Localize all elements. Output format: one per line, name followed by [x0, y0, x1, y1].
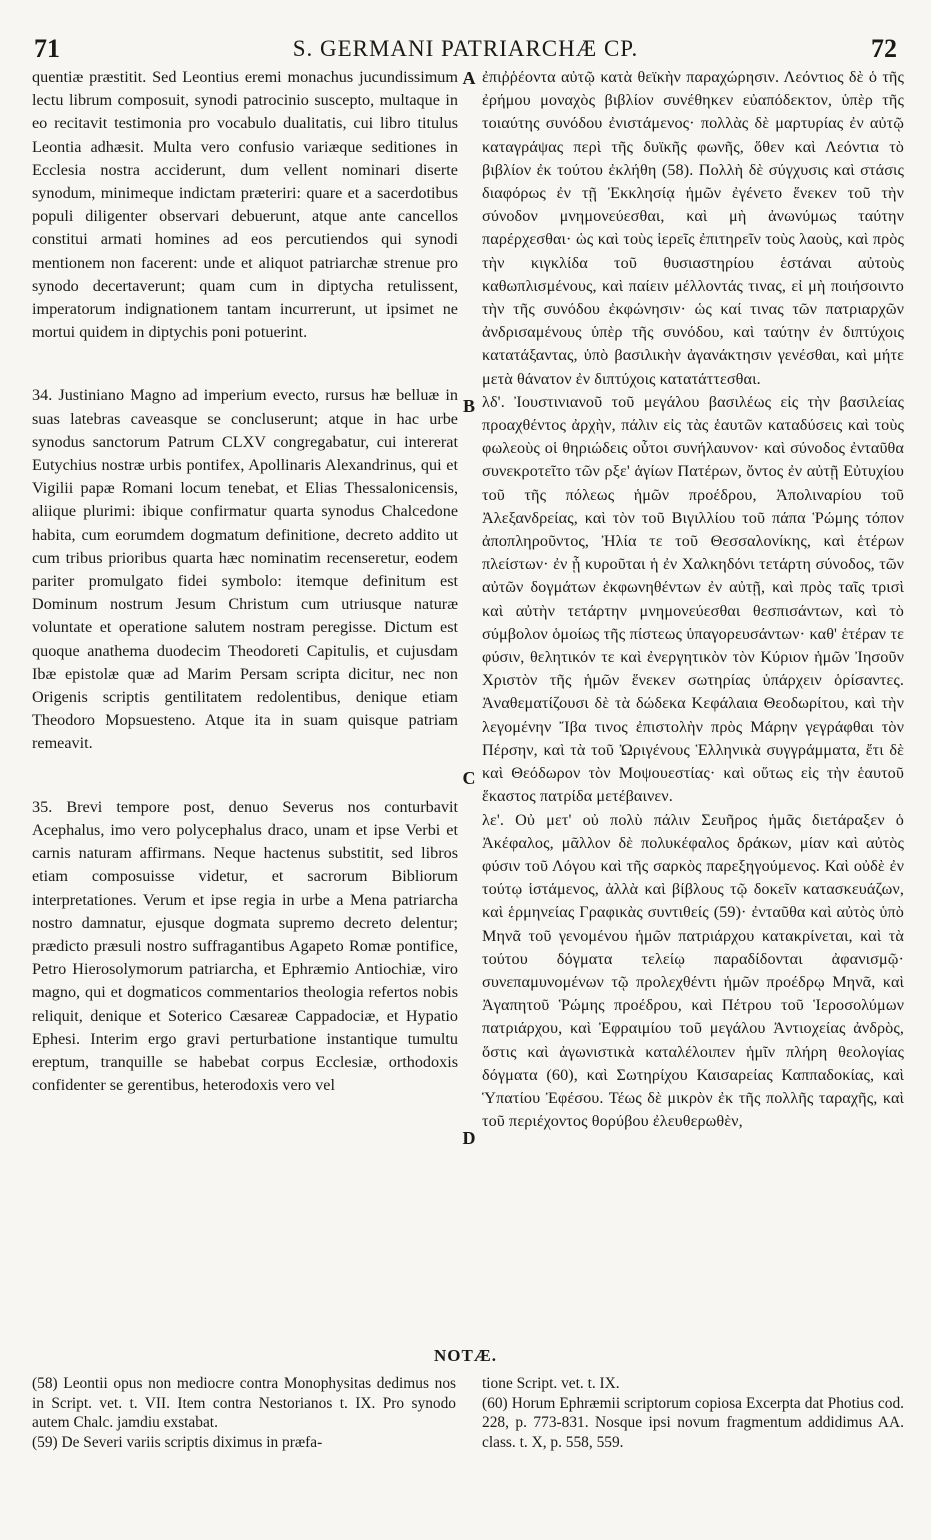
page-header — [30, 34, 901, 66]
latin-column — [32, 66, 458, 1097]
greek-paragraph-34: λδ'. Ἰουστινιανοῦ τοῦ μεγάλου βασιλέως εἰς τὴν βασιλείας προαχθέντος ἀρχὴν, πάλιν εἰς τὰς ἑαυτῶν καταδύσεις καὶ τοὺς φωλεοὺς οἱ θηριώδεις οὗτοι συνήλαυνον· καὶ σύνοδος ἐνταῦθα συνεκροτεῖτο τῶν ρξε' ἁγίων Πατέρων, ὄντος ἐν αὐτῇ Εὐτυχίου τοῦ τῆς πόλεως ἡμῶν προέδρου, Ἀπολιναρίου τοῦ Ἀλεξανδρείας, καὶ τὸν τοῦ Βιγιλλίου τοῦ πάπα Ῥώμης τόπον ἀποπληροῦντος, Ἠλία τε τοῦ Θεσσαλονίκης, καὶ ἑτέρων πλείστων· ἐν ᾗ κυροῦται ἡ ἐν Χαλκηδόνι τετάρτη σύνοδος, τῶν αὐτῶν δογμάτων ἐκφωνηθέντων ἐν αὐτῇ, καὶ πρὸς ταῖς τρισὶ καὶ αὐτὴν τετάρτην μνημονεύεσθαι θεσπισάντων, καὶ τὸ σύμβολον ὁμοίως τῆς πίστεως ὑπαγορευσάντων· καθ' ἑτέραν τε φύσιν, θελητικόν τε καὶ ἐνεργητικὸν τὸν Κύριον ἡμῶν Ἰησοῦν Χριστὸν τῆς ἡμῶν ἕνεκεν σωτηρίας ὑπάρχειν ὁρίσαντες. Ἀναθεματίζουσι δὲ τὰ δώδεκα Κεφάλαια Θεοδωρίτου, καὶ τὴν λεγομένην Ἴβα τινος ἐπιστολὴν πρὸς Μάρην γεγράφθαι τὸν Πέρσην, καὶ τὰ τοῦ Ὠριγένους Ἑλληνικὰ συγγράμματα, ἔτι δὲ καὶ Θεόδωρον τὸν Μοψουεστίας· καὶ οὕτως εἰς τὴν ἑαυτοῦ ἕκαστος πατρίδα μετέβαινεν. — [482, 392, 904, 806]
notes-title: NOTÆ. — [433, 1346, 498, 1365]
page-number-right: 72 — [871, 34, 897, 63]
note-58: (58) Leontii opus non mediocre contra Monophysitas dedimus nos in Script. vet. t. VII. Item contra Nestorianos t. IX. Pro synodo autem Chalc. jamdiu exstabat. — [32, 1375, 456, 1432]
note-59-start: (59) De Severi variis scriptis diximus in præfa- — [32, 1433, 323, 1451]
latin-paragraph-35: 35. Brevi tempore post, denuo Severus nos conturbavit Acephalus, imo vero polycephalus draco, unam et ipse Verbi et carnis naturam affirmans. Neque hactenus substitit, sed libros etiam composuisse videtur, et sacrorum Bibliorum interpretationes. Verum et ipse regia in urbe a Mena patriarcha nostro damnatur, ejusque dogmata supremo decreto delentur; prædicto præsuli nostro suffragantibus Agapeto Romæ pontifice, Petro Hierosolymorum patriarcha, et Ephræmio Antiochiæ, viro magno, qui et dogmaticos commentarios theologia refertos nobis reliquit, denique et Soterico Cæsareæ Cappadociæ, et Hypatio Ephesi. Interim ergo gravi perturbatione instantique tumultu ereptum, tranquille se habebat corpus Ecclesiæ, orthodoxis confidenter se gerentibus, heterodoxis vero vel — [32, 797, 458, 1095]
running-title: S. GERMANI PATRIARCHÆ CP. — [292, 36, 639, 61]
margin-letter-c: C — [462, 768, 476, 788]
margin-letter-b: B — [462, 396, 475, 416]
latin-paragraph-1: quentiæ præstitit. Sed Leontius eremi monachus jucundissimum lectu librum composuit, synodi patrocinio suscepto, multaque in eo recitavit testimonia pro vocabulo dualitatis, cui libro titulus Leontia adhæsit. Multa vero confusio variæque seditiones in Ecclesia nostra acciderunt, dum vellent nominari diserte synodum, minimeque indictam præteriri: quare et a sacerdotibus populi diligenter observari debuerunt, atque ante cancellos constitui armati homines ad eos percutiendos qui synodi mentionem non facerent: unde et aliquot patriarchæ strenue pro synodo decertaverunt; quam cum in diptycha retulissent, imperatorum indignationem tantam incurrerunt, ut ipsimet ne mortui quidem in diptychis poni potuerint. — [32, 68, 458, 342]
note-60: (60) Horum Ephræmii scriptorum copiosa Excerpta dat Photius cod. 228, p. 773-831. Nosque ipsi novum fragmentum addidimus AA. class. t. X, p. 558, 559. — [482, 1394, 904, 1451]
note-59-end: tione Script. vet. t. IX. — [482, 1375, 620, 1392]
greek-paragraph-35: λε'. Οὐ μετ' οὐ πολὺ πάλιν Σευῆρος ἡμᾶς διετάραξεν ὁ Ἀκέφαλος, μᾶλλον δὲ πολυκέφαλος δράκων, μίαν καὶ αὐτὸς φύσιν τοῦ Λόγου καὶ τῆς σαρκὸς παρεξηγούμενος. Καὶ οὐδὲ ἐν τούτῳ ἱστάμενος, ἀλλὰ καὶ βίβλους τῷ δοκεῖν κατασκευάζων, καὶ ἑρμηνείας Γραφικὰς συντιθείς (59)· ἐνταῦθα καὶ αὐτὸς ὑπὸ Μηνᾶ τοῦ γενομένου ἡμῶν πατριάρχου κατακρίνεται, καὶ τὰ τούτου δόγματα τελείῳ παραδίδονται ἀφανισμῷ· συνεπαμυνομένων τῷ προλεχθέντι ἡμῶν προέδρῳ Μηνᾶ, καὶ Ἀγαπητοῦ Ῥώμης προέδρου, καὶ Πέτρου τοῦ Ἱεροσολύμων πατριάρχου, καὶ Ἐφραιμίου τοῦ μεγάλου Ἀντιοχείας ἀνδρὸς, ὅστις καὶ ἀγωνιστικὰ καταλέλοιπεν ἡμῖν πλήρη θεολογίας δόγματα (60), καὶ Σωτηρίχου Καισαρείας Καππαδοκίας, καὶ Ὑπατίου Ἐφέσου. Τέως δὲ μικρὸν ἐκ τῆς πολλῆς ταραχῆς, καὶ τοῦ περιέχοντος θορύβου ἐλευθερωθὲν, — [482, 810, 904, 1131]
greek-paragraph-1: ἐπιῤῥέοντα αὐτῷ κατὰ θεϊκὴν παραχώρησιν. Λεόντιος δὲ ὁ τῆς ἐρήμου μοναχὸς βιβλίον συνέθηκεν εὐαπόδεκτον, ὑπὲρ τῆς τοιαύτης συνόδου ἐνιστάμενος· πολλὰς δὲ μαρτυρίας ἐν αὐτῷ καταγράψας περὶ τῆς δυϊκῆς φωνῆς, ὅθεν καὶ Λεόντια τὸ βιβλίον ἐκ τούτου ἐκλήθη (58). Πολλὴ δὲ σύγχυσις καὶ στάσις διαφόρως ἐν τῇ Ἐκκλησίᾳ ἡμῶν ἐγένετο ἕνεκεν τοῦ τὴν σύνοδον μνημονεύεσθαι, καὶ μὴ ἀνωνύμως ταύτην παρέρχεσθαι· ὡς καὶ τοὺς ἱερεῖς ἐπιτηρεῖν τοὺς λαοὺς, καὶ πρὸς τὴν κιγκλίδα τοῦ θυσιαστηρίου ἑστάναι αὐτοὺς καθωπλισμένους, καὶ παίειν μέλλοντάς τινας, εἰ μὴ ποιήσοιντο τὴν τῆς συνόδου ἐκφώνησιν· ὡς καί τινας τῶν πατριαρχῶν ἀνδρισαμένους ὑπὲρ τῆς συνόδου, καὶ ταύτην ἐν διπτύχοις κατατάξαντας, ὑπὸ βασιλικὴν ἀγανάκτησιν γενέσθαι, καὶ μήτε μετὰ θάνατον ἐν διπτύχοις κατατάττεσθαι. — [482, 68, 904, 388]
margin-letter-a: A — [462, 68, 476, 88]
notes-right-column — [482, 1374, 904, 1452]
notes-left-column — [32, 1374, 456, 1452]
latin-paragraph-34: 34. Justiniano Magno ad imperium evecto, rursus hæ belluæ in suas latebras caveasque se concluserunt; atque in hac urbe synodus sanctorum Patrum CLXV congregabatur, cui intererat Eutychius nostræ urbis pontifex, Apollinaris Alexandrinus, qui et Vigilii papæ Romani locum tenebat, et Elias Thessalonicensis, aliique plurimi: ibique confirmatur quarta synodus Chalcedone habita, cum eorumdem dogmatum definitione, decreto addito ut cum tribus prioribus quarta hæc nominatim recenseretur, eodem pariter promulgato fidei symbolo: itemque definitum est Dominum nostrum Jesum Christum cum utriusque naturæ voluntate et operatione salutem nostram peregisse. Dictum est quoque anathema duodecim Theodoreti Capitulis, et cujusdam Ibæ epistolæ quæ ad Marim Persam scripta dicitur, nec non Origenis scriptis gentilitatem redolentibus, denique etiam Theodoro Mopsuesteno. Atque ita in suam quisque patriam remeavit. — [32, 386, 458, 753]
margin-letter-d: D — [462, 1128, 476, 1148]
page-number-left: 71 — [34, 34, 60, 63]
greek-column — [482, 66, 904, 1133]
